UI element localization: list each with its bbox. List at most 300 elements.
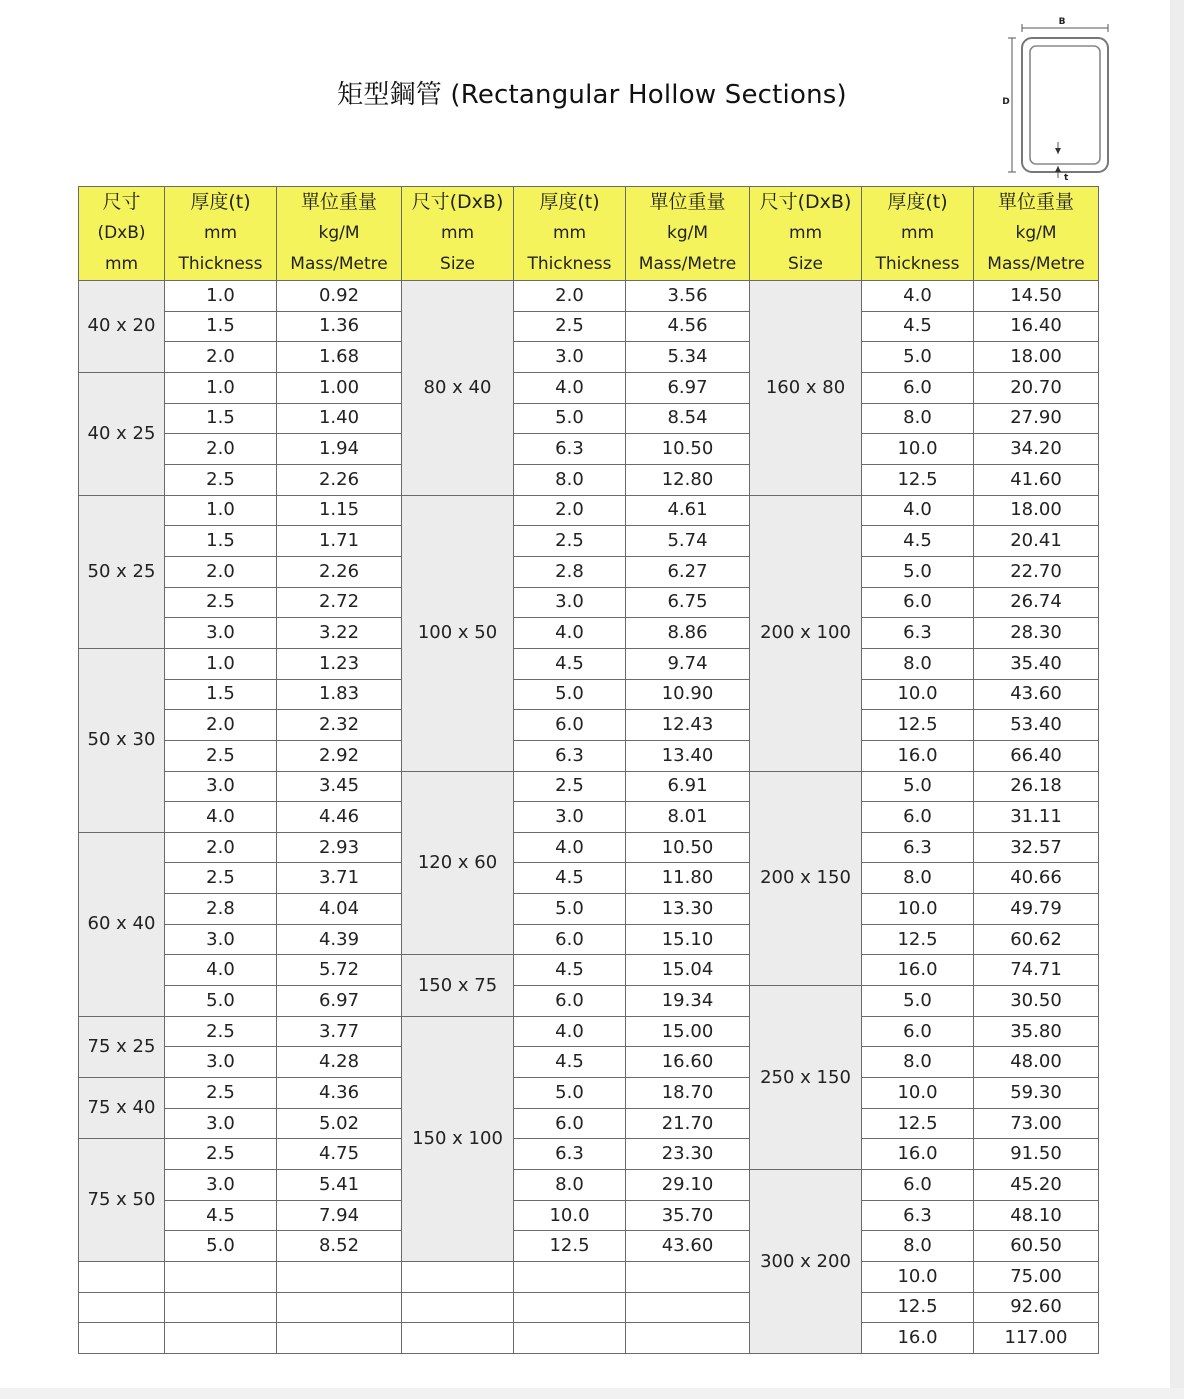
mass-cell: 16.40 [974,311,1099,342]
thickness-cell: 6.3 [862,832,974,863]
header-cell: mm [402,218,514,249]
thickness-cell: 6.3 [514,1139,626,1170]
table-row [79,556,1099,587]
mass-cell: 73.00 [974,1108,1099,1139]
thickness-cell: 6.0 [862,802,974,833]
mass-cell: 2.26 [277,464,402,495]
mass-cell: 4.36 [277,1078,402,1109]
mass-cell: 8.01 [626,802,750,833]
thickness-cell: 3.0 [165,924,277,955]
mass-cell: 60.62 [974,924,1099,955]
header-cell: mm [165,218,277,249]
thickness-cell: 2.5 [165,1139,277,1170]
table-body [79,281,1099,1354]
mass-cell: 35.40 [974,648,1099,679]
size-cell: 40 x 20 [79,281,165,373]
header-cell: 單位重量 [277,187,402,219]
mass-cell: 18.70 [626,1078,750,1109]
thickness-cell: 10.0 [862,1262,974,1293]
header-cell: Size [750,249,862,281]
size-cell: 40 x 25 [79,372,165,495]
table-row [79,281,1099,312]
thickness-cell: 1.0 [165,281,277,312]
thickness-cell: 12.5 [862,924,974,955]
table-row [79,894,1099,925]
thickness-cell: 2.5 [165,587,277,618]
thickness-cell: 3.0 [165,1170,277,1201]
table-row [79,587,1099,618]
empty-cell [277,1323,402,1354]
thickness-cell: 8.0 [862,1047,974,1078]
mass-cell: 6.91 [626,771,750,802]
mass-cell: 4.28 [277,1047,402,1078]
mass-cell: 5.41 [277,1170,402,1201]
thickness-cell: 6.0 [514,1108,626,1139]
empty-cell [79,1323,165,1354]
mass-cell: 2.32 [277,710,402,741]
table-row [79,1231,1099,1262]
thickness-cell: 6.0 [862,587,974,618]
header-cell: Mass/Metre [277,249,402,281]
mass-cell: 3.77 [277,1016,402,1047]
empty-cell [402,1292,514,1323]
thickness-cell: 5.0 [862,342,974,373]
mass-cell: 4.46 [277,802,402,833]
header-row-3 [79,249,1099,281]
thickness-cell: 3.0 [165,771,277,802]
header-cell: 厚度(t) [514,187,626,219]
size-cell: 160 x 80 [750,281,862,496]
mass-cell: 10.50 [626,434,750,465]
thickness-cell: 4.0 [514,618,626,649]
thickness-cell: 1.0 [165,372,277,403]
header-cell: Size [402,249,514,281]
thickness-cell: 2.5 [165,740,277,771]
mass-cell: 32.57 [974,832,1099,863]
mass-cell: 91.50 [974,1139,1099,1170]
thickness-cell: 10.0 [862,1078,974,1109]
thickness-cell: 1.0 [165,495,277,526]
mass-cell: 8.54 [626,403,750,434]
mass-cell: 1.00 [277,372,402,403]
thickness-cell: 16.0 [862,1323,974,1354]
mass-cell: 31.11 [974,802,1099,833]
mass-cell: 49.79 [974,894,1099,925]
table-row [79,986,1099,1017]
thickness-cell: 1.5 [165,679,277,710]
mass-cell: 6.97 [626,372,750,403]
header-cell: 單位重量 [626,187,750,219]
table-row [79,679,1099,710]
header-cell: mm [514,218,626,249]
mass-cell: 3.22 [277,618,402,649]
thickness-cell: 6.0 [862,372,974,403]
header-cell: kg/M [277,218,402,249]
mass-cell: 18.00 [974,495,1099,526]
mass-cell: 35.80 [974,1016,1099,1047]
mass-cell: 15.00 [626,1016,750,1047]
thickness-cell: 2.8 [165,894,277,925]
mass-cell: 6.97 [277,986,402,1017]
header-row-2 [79,218,1099,249]
table-row [79,526,1099,557]
empty-cell [277,1292,402,1323]
mass-cell: 21.70 [626,1108,750,1139]
thickness-cell: 6.3 [862,1200,974,1231]
mass-cell: 92.60 [974,1292,1099,1323]
thickness-cell: 2.5 [165,863,277,894]
size-cell: 75 x 25 [79,1016,165,1077]
mass-cell: 5.02 [277,1108,402,1139]
size-cell: 50 x 25 [79,495,165,648]
mass-cell: 26.18 [974,771,1099,802]
page-edge [1170,0,1184,1399]
table-row [79,802,1099,833]
header-cell: 厚度(t) [862,187,974,219]
mass-cell: 1.36 [277,311,402,342]
mass-cell: 1.23 [277,648,402,679]
thickness-cell: 4.0 [862,281,974,312]
mass-cell: 66.40 [974,740,1099,771]
table-row [79,1323,1099,1354]
header-cell: 厚度(t) [165,187,277,219]
mass-cell: 1.71 [277,526,402,557]
mass-cell: 3.56 [626,281,750,312]
table-row [79,495,1099,526]
thickness-cell: 3.0 [165,1108,277,1139]
empty-cell [626,1292,750,1323]
table-row [79,1292,1099,1323]
mass-cell: 11.80 [626,863,750,894]
mass-cell: 23.30 [626,1139,750,1170]
mass-cell: 4.61 [626,495,750,526]
mass-cell: 20.41 [974,526,1099,557]
rectangular-hollow-sections-table [78,186,1099,1354]
mass-cell: 28.30 [974,618,1099,649]
mass-cell: 9.74 [626,648,750,679]
page-title: 矩型鋼管 (Rectangular Hollow Sections) [337,80,847,110]
thickness-cell: 2.5 [514,771,626,802]
thickness-cell: 6.0 [514,986,626,1017]
empty-cell [277,1262,402,1293]
table-row [79,372,1099,403]
empty-cell [79,1262,165,1293]
empty-cell [165,1262,277,1293]
table-row [79,403,1099,434]
mass-cell: 40.66 [974,863,1099,894]
thickness-cell: 2.0 [165,342,277,373]
table-row [79,464,1099,495]
mass-cell: 18.00 [974,342,1099,373]
header-cell: Thickness [165,249,277,281]
header-cell: 尺寸 [79,187,165,219]
mass-cell: 2.72 [277,587,402,618]
header-cell: 尺寸(DxB) [750,187,862,219]
table-row [79,955,1099,986]
mass-cell: 6.27 [626,556,750,587]
thickness-cell: 2.5 [165,1078,277,1109]
header-cell: Thickness [514,249,626,281]
size-cell: 120 x 60 [402,771,514,955]
mass-cell: 4.75 [277,1139,402,1170]
thickness-cell: 4.0 [165,802,277,833]
size-cell: 100 x 50 [402,495,514,771]
thickness-cell: 10.0 [514,1200,626,1231]
table-row [79,1078,1099,1109]
empty-cell [626,1262,750,1293]
thickness-cell: 8.0 [514,1170,626,1201]
header-cell: mm [862,218,974,249]
diagram-label-b: B [1058,17,1066,27]
mass-cell: 1.68 [277,342,402,373]
thickness-cell: 5.0 [165,986,277,1017]
size-cell: 75 x 40 [79,1078,165,1139]
mass-cell: 29.10 [626,1170,750,1201]
thickness-cell: 6.0 [862,1170,974,1201]
mass-cell: 19.34 [626,986,750,1017]
table-row [79,648,1099,679]
table-row [79,1016,1099,1047]
thickness-cell: 4.0 [165,955,277,986]
mass-cell: 34.20 [974,434,1099,465]
thickness-cell: 5.0 [862,556,974,587]
thickness-cell: 8.0 [862,648,974,679]
mass-cell: 5.72 [277,955,402,986]
mass-cell: 4.39 [277,924,402,955]
mass-cell: 14.50 [974,281,1099,312]
size-cell: 200 x 100 [750,495,862,771]
thickness-cell: 5.0 [514,894,626,925]
mass-cell: 26.74 [974,587,1099,618]
size-cell: 150 x 100 [402,1016,514,1261]
table-row [79,1139,1099,1170]
mass-cell: 20.70 [974,372,1099,403]
size-cell: 75 x 50 [79,1139,165,1262]
thickness-cell: 5.0 [514,1078,626,1109]
table-row [79,1047,1099,1078]
thickness-cell: 1.5 [165,403,277,434]
mass-cell: 45.20 [974,1170,1099,1201]
thickness-cell: 2.0 [165,556,277,587]
empty-cell [514,1292,626,1323]
table-row [79,832,1099,863]
size-cell: 200 x 150 [750,771,862,986]
mass-cell: 1.83 [277,679,402,710]
thickness-cell: 3.0 [514,342,626,373]
table-row [79,924,1099,955]
thickness-cell: 6.0 [862,1016,974,1047]
thickness-cell: 5.0 [514,679,626,710]
mass-cell: 1.40 [277,403,402,434]
mass-cell: 27.90 [974,403,1099,434]
thickness-cell: 5.0 [862,986,974,1017]
empty-cell [514,1323,626,1354]
thickness-cell: 12.5 [862,710,974,741]
thickness-cell: 4.5 [514,863,626,894]
size-cell: 300 x 200 [750,1170,862,1354]
mass-cell: 2.26 [277,556,402,587]
header-cell: Mass/Metre [626,249,750,281]
thickness-cell: 8.0 [514,464,626,495]
thickness-cell: 3.0 [165,618,277,649]
empty-cell [514,1262,626,1293]
thickness-cell: 6.0 [514,710,626,741]
mass-cell: 13.40 [626,740,750,771]
thickness-cell: 3.0 [165,1047,277,1078]
empty-cell [79,1292,165,1323]
mass-cell: 2.92 [277,740,402,771]
table-row [79,1170,1099,1201]
thickness-cell: 12.5 [862,1292,974,1323]
thickness-cell: 2.8 [514,556,626,587]
table-row [79,618,1099,649]
thickness-cell: 6.3 [862,618,974,649]
mass-cell: 15.04 [626,955,750,986]
thickness-cell: 1.5 [165,526,277,557]
table-row [79,710,1099,741]
diagram-label-t: t [1064,173,1069,182]
thickness-cell: 12.5 [862,464,974,495]
thickness-cell: 4.0 [514,372,626,403]
thickness-cell: 4.0 [514,832,626,863]
thickness-cell: 16.0 [862,955,974,986]
mass-cell: 16.60 [626,1047,750,1078]
mass-cell: 7.94 [277,1200,402,1231]
mass-cell: 3.71 [277,863,402,894]
thickness-cell: 2.5 [165,1016,277,1047]
thickness-cell: 4.5 [514,955,626,986]
thickness-cell: 4.5 [514,1047,626,1078]
header-cell: Thickness [862,249,974,281]
thickness-cell: 5.0 [514,403,626,434]
mass-cell: 74.71 [974,955,1099,986]
mass-cell: 43.60 [626,1231,750,1262]
mass-cell: 48.10 [974,1200,1099,1231]
mass-cell: 5.74 [626,526,750,557]
empty-cell [402,1323,514,1354]
table-row [79,740,1099,771]
mass-cell: 6.75 [626,587,750,618]
table-row [79,771,1099,802]
table-row [79,1108,1099,1139]
thickness-cell: 2.0 [165,832,277,863]
mass-cell: 3.45 [277,771,402,802]
thickness-cell: 4.5 [514,648,626,679]
thickness-cell: 2.5 [165,464,277,495]
thickness-cell: 12.5 [514,1231,626,1262]
thickness-cell: 2.0 [165,434,277,465]
mass-cell: 2.93 [277,832,402,863]
table-row [79,863,1099,894]
header-cell: kg/M [626,218,750,249]
empty-cell [626,1323,750,1354]
mass-cell: 4.04 [277,894,402,925]
table-row [79,1262,1099,1293]
mass-cell: 60.50 [974,1231,1099,1262]
mass-cell: 8.86 [626,618,750,649]
thickness-cell: 16.0 [862,740,974,771]
mass-cell: 10.90 [626,679,750,710]
mass-cell: 5.34 [626,342,750,373]
size-cell: 60 x 40 [79,832,165,1016]
thickness-cell: 12.5 [862,1108,974,1139]
mass-cell: 1.94 [277,434,402,465]
mass-cell: 59.30 [974,1078,1099,1109]
thickness-cell: 6.3 [514,434,626,465]
header-cell: 單位重量 [974,187,1099,219]
mass-cell: 22.70 [974,556,1099,587]
mass-cell: 43.60 [974,679,1099,710]
mass-cell: 0.92 [277,281,402,312]
rectangular-section-diagram-icon [996,14,1116,182]
header-cell: 尺寸(DxB) [402,187,514,219]
thickness-cell: 4.5 [862,526,974,557]
mass-cell: 35.70 [626,1200,750,1231]
thickness-cell: 4.5 [165,1200,277,1231]
mass-cell: 75.00 [974,1262,1099,1293]
mass-cell: 48.00 [974,1047,1099,1078]
size-cell: 150 x 75 [402,955,514,1016]
table-row [79,434,1099,465]
mass-cell: 30.50 [974,986,1099,1017]
thickness-cell: 2.0 [165,710,277,741]
mass-cell: 8.52 [277,1231,402,1262]
mass-cell: 13.30 [626,894,750,925]
diagram-label-d: D [1002,97,1010,107]
thickness-cell: 2.0 [514,281,626,312]
mass-cell: 12.80 [626,464,750,495]
thickness-cell: 10.0 [862,434,974,465]
header-cell: (DxB) [79,218,165,249]
mass-cell: 10.50 [626,832,750,863]
table-row [79,1200,1099,1231]
thickness-cell: 8.0 [862,863,974,894]
thickness-cell: 2.0 [514,495,626,526]
thickness-cell: 6.3 [514,740,626,771]
header-cell: Mass/Metre [974,249,1099,281]
mass-cell: 1.15 [277,495,402,526]
size-cell: 50 x 30 [79,648,165,832]
thickness-cell: 2.5 [514,526,626,557]
header-row-1 [79,187,1099,219]
mass-cell: 12.43 [626,710,750,741]
header-cell: kg/M [974,218,1099,249]
thickness-cell: 4.0 [862,495,974,526]
thickness-cell: 5.0 [862,771,974,802]
thickness-cell: 16.0 [862,1139,974,1170]
mass-cell: 53.40 [974,710,1099,741]
table-row [79,342,1099,373]
thickness-cell: 8.0 [862,403,974,434]
empty-cell [165,1323,277,1354]
thickness-cell: 2.5 [514,311,626,342]
header-cell: mm [750,218,862,249]
page-bottom-edge [0,1388,1184,1399]
mass-cell: 15.10 [626,924,750,955]
mass-cell: 117.00 [974,1323,1099,1354]
thickness-cell: 3.0 [514,802,626,833]
size-cell: 80 x 40 [402,281,514,496]
header-cell: mm [79,249,165,281]
thickness-cell: 10.0 [862,894,974,925]
size-cell: 250 x 150 [750,986,862,1170]
thickness-cell: 1.0 [165,648,277,679]
thickness-cell: 10.0 [862,679,974,710]
table-row [79,311,1099,342]
mass-cell: 41.60 [974,464,1099,495]
mass-cell: 4.56 [626,311,750,342]
empty-cell [402,1262,514,1293]
